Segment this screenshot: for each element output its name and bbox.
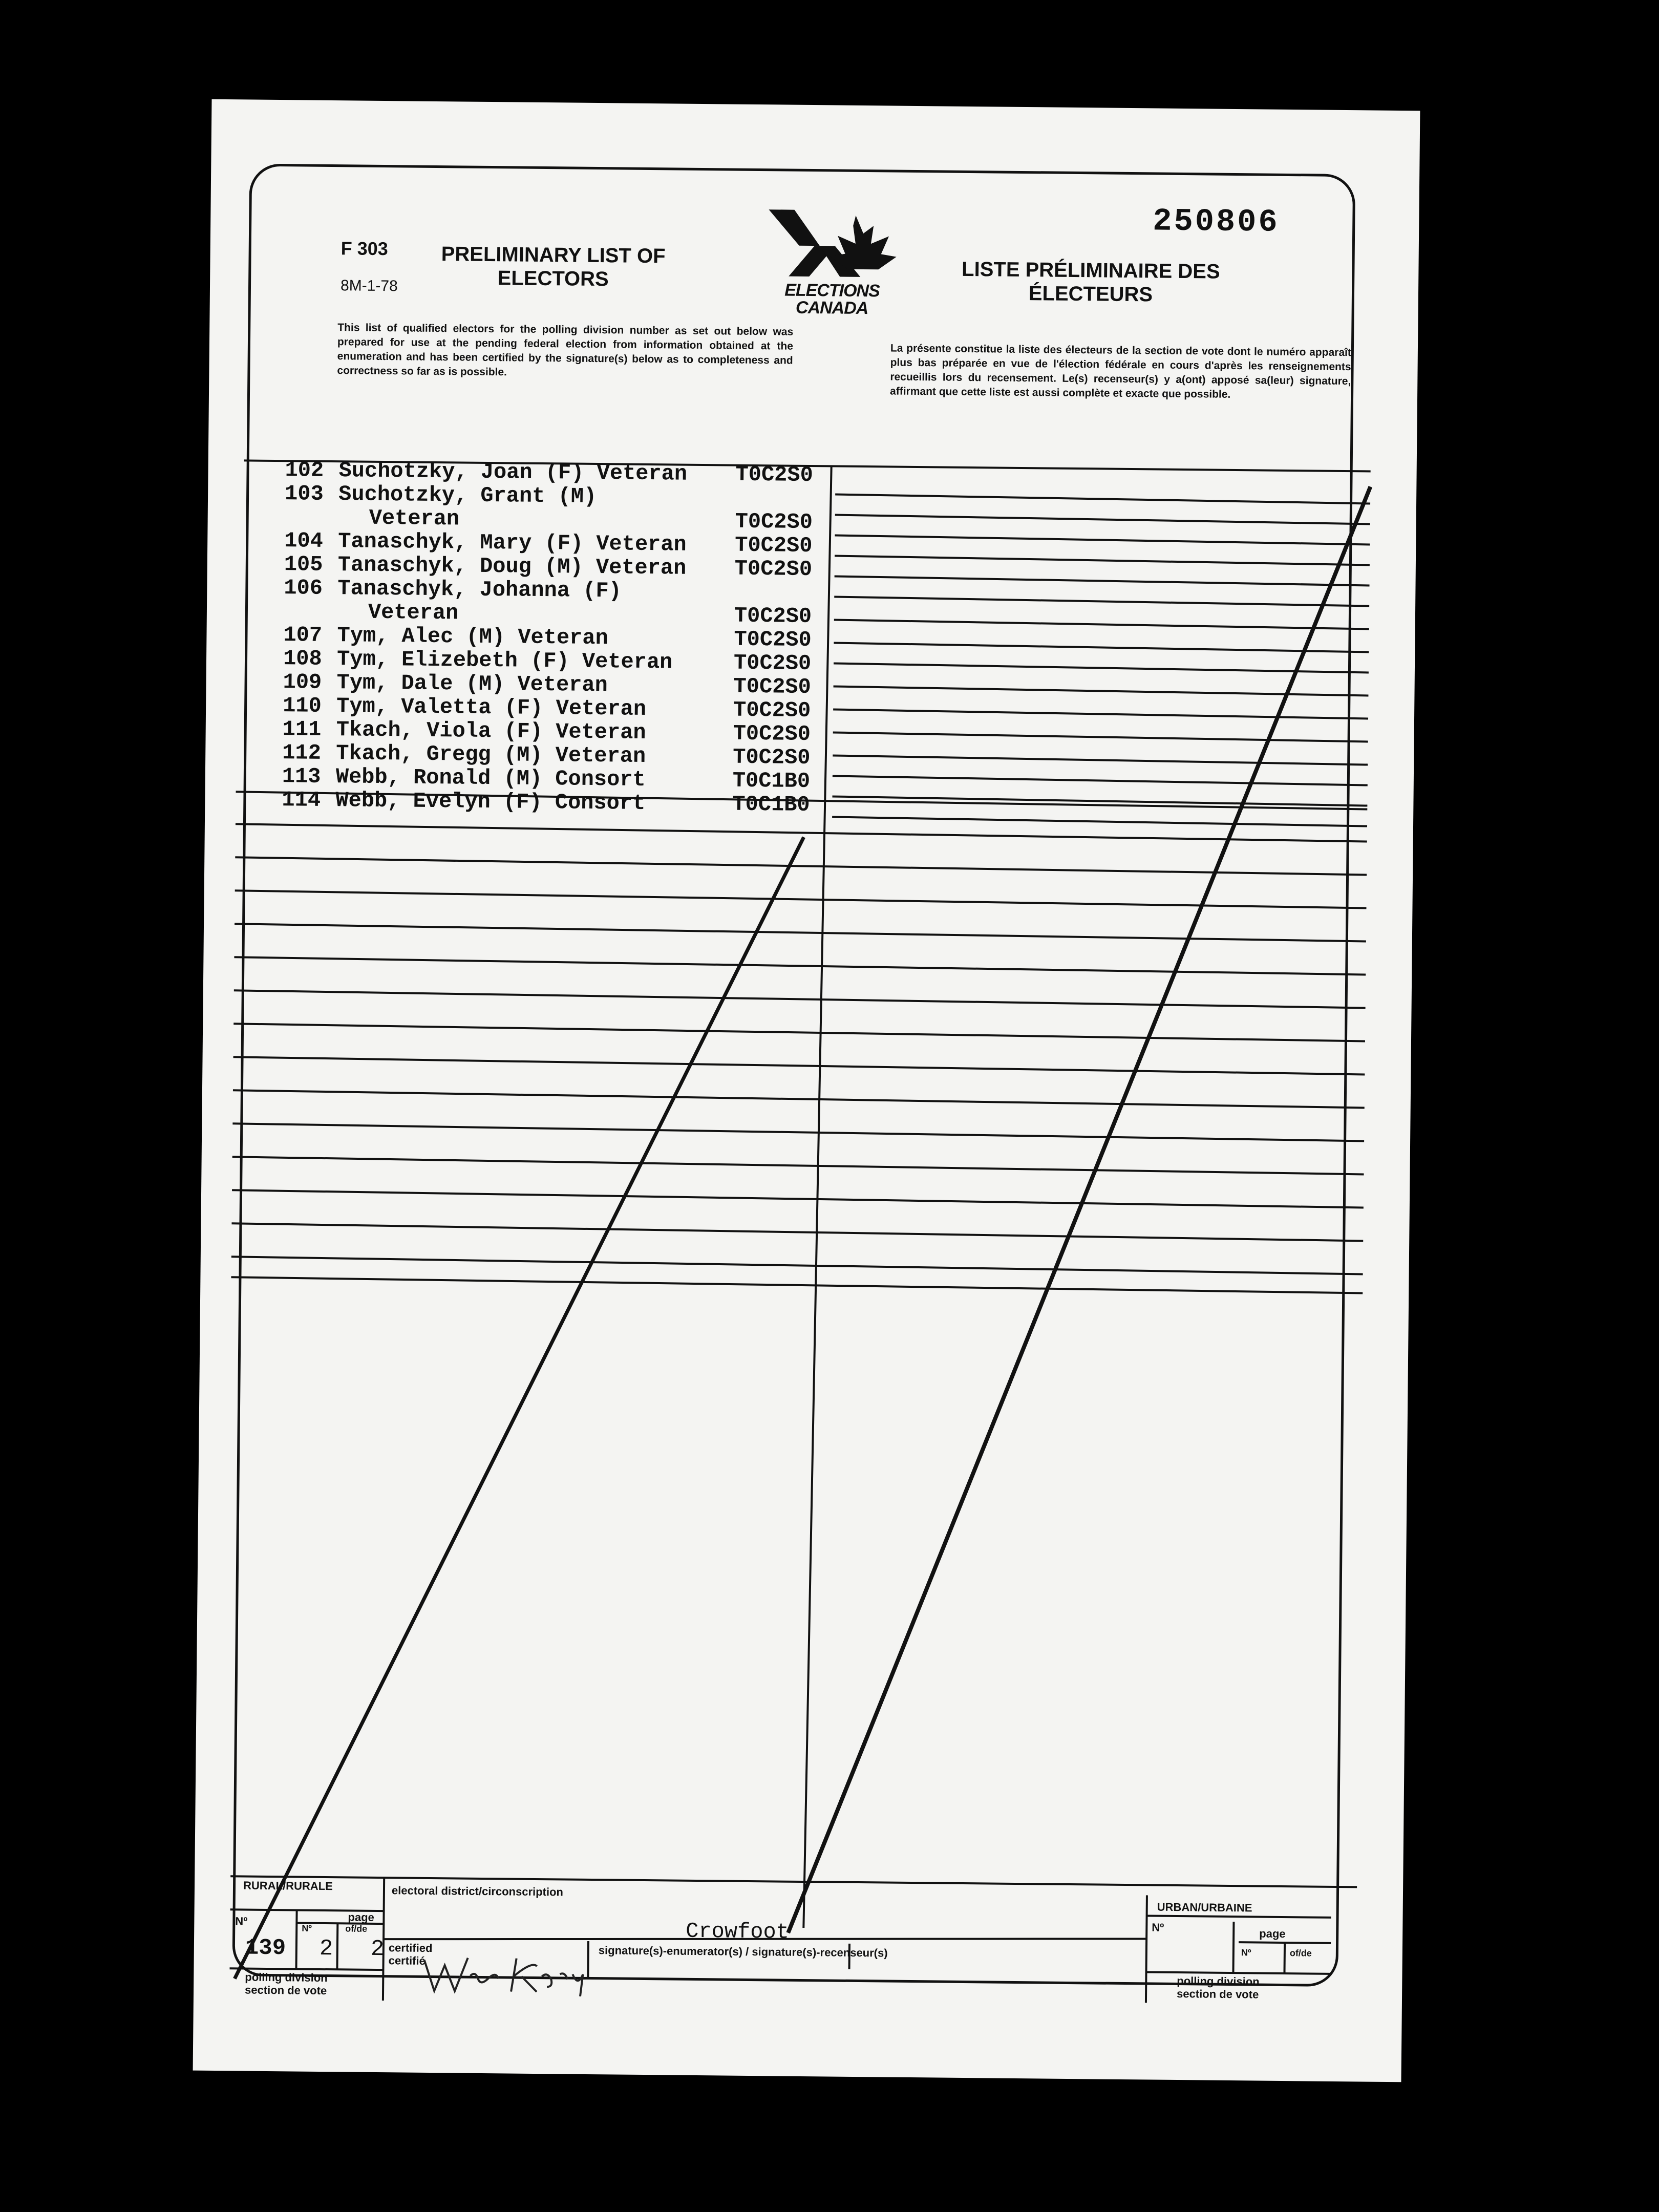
list-item: 104 Tanaschyk, Mary (F) Veteran T0C2S0 — [284, 528, 813, 559]
page-label: page — [348, 1910, 374, 1924]
elector-list — [282, 458, 828, 817]
district-label: electoral district/circonscription — [391, 1884, 564, 1899]
form-date: 8M-1-78 — [340, 277, 398, 295]
intro-english: This list of qualified electors for the polling division number as set out below was prepared for use at the pending federal election from information obtained at the enumeration and has been certified by the signature(s) below as to completeness and correctness so far as is possible. — [337, 322, 794, 378]
title-french: LISTE PRÉLIMINAIRE DES ÉLECTEURS — [961, 258, 1220, 306]
enumerator-signature-icon — [419, 1950, 604, 1997]
polling-division-label-fr: section de vote — [244, 1983, 327, 1997]
list-item: 102 Suchotzky, Joan (F) Veteran T0C2S0 — [285, 458, 814, 488]
list-item: 112 Tkach, Gregg (M) Veteran T0C2S0 — [282, 740, 811, 771]
form-sheet — [193, 99, 1420, 2082]
list-item: 106 Tanaschyk, Johanna (F) — [284, 576, 622, 604]
urban-page-label: page — [1259, 1927, 1286, 1941]
urban-number-small-label: Nº — [1241, 1947, 1251, 1958]
polling-division-number: 139 — [245, 1935, 286, 1962]
electoral-district: Crowfoot — [685, 1919, 790, 1945]
urban-number-label: Nº — [1152, 1921, 1164, 1934]
page-total: 2 — [370, 1936, 385, 1963]
logo-wordmark: ELECTIONS CANADA — [784, 280, 880, 318]
list-item: 109 Tym, Dale (M) Veteran T0C2S0 — [283, 670, 812, 700]
form-code: F 303 — [341, 238, 389, 260]
list-item: 107 Tym, Alec (M) Veteran T0C2S0 — [283, 623, 812, 653]
urban-of-label: of/de — [1289, 1948, 1312, 1959]
form-ruling — [193, 99, 1420, 2082]
certifie-label: certifié — [388, 1954, 426, 1967]
page-number: 2 — [319, 1936, 333, 1962]
urban-polling-label-fr: section de vote — [1176, 1987, 1259, 2001]
polling-division-label-en: polling division — [245, 1970, 328, 1985]
intro-french: La présente constitue la liste des électeurs de la section de vote dont le numéro apparaît plus bas préparée en vue de l'élection fédérale en cours d'après les renseignements recueillis lors du recensement. Le(s) recenseur(s) y a(ont) apposé sa(leur) signature, affirmant que cette liste est aussi complète et exacte que possible. — [890, 342, 1351, 400]
of-label: of/de — [345, 1923, 368, 1934]
list-item: 105 Tanaschyk, Doug (M) Veteran T0C2S0 — [284, 552, 813, 582]
number-label: Nº — [235, 1915, 248, 1928]
list-item: 113 Webb, Ronald (M) Consort T0C1B0 — [282, 764, 811, 794]
list-item-continuation: Veteran T0C2S0 — [368, 600, 812, 629]
list-item: 103 Suchotzky, Grant (M) — [284, 481, 597, 509]
serial-number: 250806 — [1152, 203, 1280, 241]
rural-label: RURAL/RURALE — [243, 1879, 333, 1893]
urban-polling-label-en: polling division — [1177, 1974, 1260, 1988]
urban-label: URBAN/URBAINE — [1157, 1900, 1252, 1915]
title-english: PRELIMINARY LIST OF ELECTORS — [441, 243, 666, 291]
list-item: 108 Tym, Elizebeth (F) Veteran T0C2S0 — [283, 646, 812, 676]
list-item: 110 Tym, Valetta (F) Veteran T0C2S0 — [282, 693, 811, 724]
certified-label: certified — [388, 1941, 433, 1955]
number-small-label: Nº — [302, 1923, 312, 1933]
list-item-continuation: Veteran T0C2S0 — [369, 505, 813, 535]
list-item: 114 Webb, Evelyn (F) Consort T0C1B0 — [282, 788, 810, 818]
signature-label: signature(s)-enumerator(s) / signature(s)-recenseur(s) — [598, 1944, 888, 1960]
list-item: 111 Tkach, Viola (F) Veteran T0C2S0 — [282, 717, 811, 747]
